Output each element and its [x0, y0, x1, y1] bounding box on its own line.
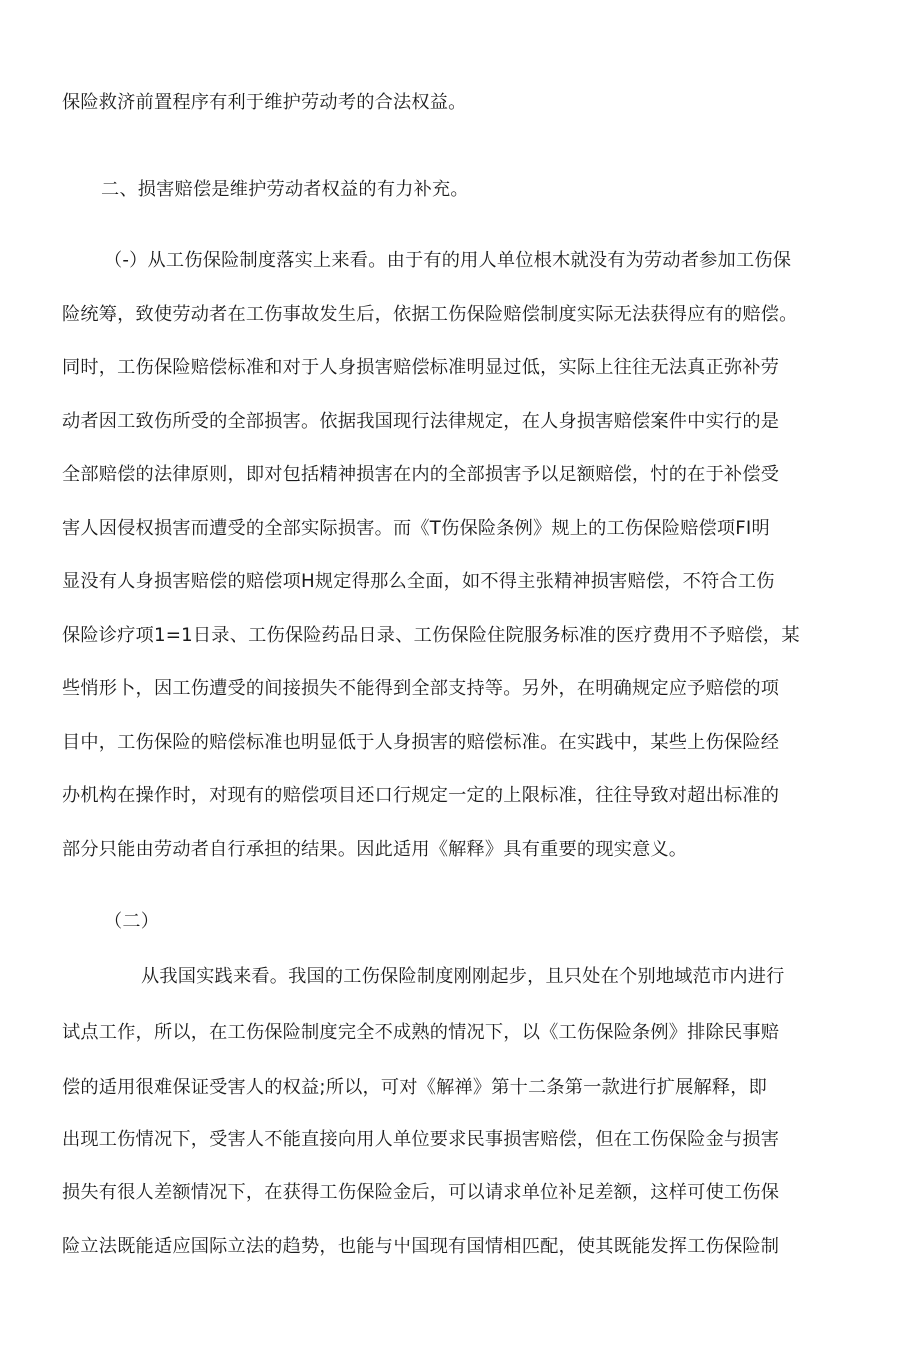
body-text-line: 险统筹，致使劳动者在工伤事故发生后，依据工伤保险赔偿制度实际无法获得应有的赔偿。: [62, 304, 798, 325]
body-text-line: 动者因工致伤所受的全部损害。依据我国现行法律规定，在人身损害赔偿案件中实行的是: [62, 411, 780, 432]
section-heading: 二、损害赔偿是维护劳动者权益的有力补充。: [101, 179, 469, 200]
paragraph-start: 从我国实践来看。我国的工伤保险制度刚刚起步，且只处在个别地域范市内进行: [141, 966, 785, 987]
body-text-line: 出现工伤情况下，受害人不能直接向用人单位要求民事损害赔偿，但在工伤保险金与损害: [62, 1129, 780, 1150]
body-text-line: 险立法既能适应国际立法的趋势，也能与屮国现有国情相匹配，使其既能发挥工伤保险制: [62, 1236, 780, 1257]
body-text-line: 偿的适用很难保证受害人的权益;所以，可对《解禅》第十二条第一款进行扩展解释，即: [62, 1077, 768, 1098]
body-text-line: 全部赔偿的法律原则，即对包括精神损害在内的全部损害予以足额赔偿，忖的在于补偿受: [62, 464, 780, 485]
body-text-line: 损失有很人差额情况下，在获得工伤保险金后，可以请求单位补足差额，这样可使工伤保: [62, 1182, 780, 1203]
body-text-line: 试点工作，所以，在工伤保险制度完全不成熟的情况下，以《工伤保险条例》排除民事赔: [62, 1022, 780, 1043]
body-text-line: 保险救济前置程序有利于维护劳动考的合法权益。: [62, 92, 467, 113]
body-text-line: 部分只能由劳动者自行承担的结果。因此适用《解释》具有重要的现实意义。: [62, 839, 688, 860]
body-text-line: 目中，工伤保险的赔偿标准也明显低于人身损害的赔偿标准。在实践中，某些上伤保险经: [62, 732, 780, 753]
body-text-line: 同时，工伤保险赔偿标准和对于人身损害赔偿标准明显过低，实际上往往无法真正弥补劳: [62, 357, 780, 378]
body-text-line: 办机构在操作时，对现有的赔偿项目还口行规定一定的上限标准，往往导致对超出标准的: [62, 785, 780, 806]
body-text-line: 些悄形卜，因工伤遭受的间接损失不能得到全部支持等。另外，在明确规定应予赔偿的项: [62, 678, 780, 699]
subsection-heading: （二）: [104, 911, 160, 932]
body-text-line: 保险诊疗项1=1日录、工伤保险药品日录、工伤保险住院服务标准的医疗费用不予赔偿，某: [62, 625, 800, 646]
body-text-line: 害人因侵权损害而遭受的全部实际损害。而《T伤保险条例》规上的工伤保险赔偿项FI明: [62, 518, 770, 539]
subsection-paragraph-start: （-）从工伤保险制度落实上来看。由于有的用人单位根木就没有为劳动者参加工伤保: [104, 250, 792, 271]
body-text-line: 显没有人身损害赔偿的赔偿项H规定得那么全面，如不得主张精神损害赔偿，不符合工伤: [62, 571, 775, 592]
